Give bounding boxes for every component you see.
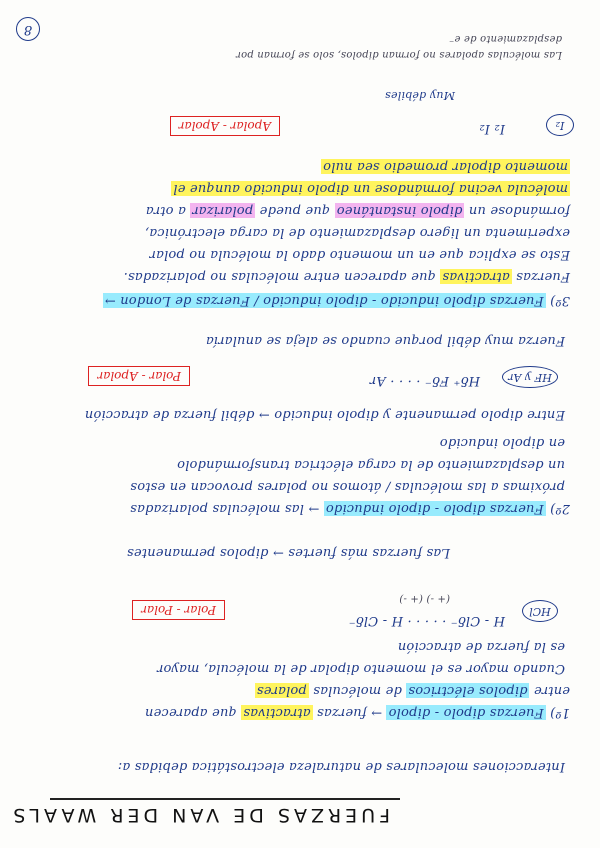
s3-line5 — [146, 203, 570, 218]
footer-line1: Las moléculas apolares no forman dipolos, solo se forman por — [235, 49, 562, 60]
s3-line7 — [321, 159, 570, 174]
hcl-label: HCl — [522, 600, 558, 622]
s3-line3: Esto se explica que en un momento dado la molécula no polar — [149, 247, 570, 262]
s2-heading: Fuerzas dipolo - dipolo inducido — [325, 501, 544, 516]
s2-line4: en dipolo inducido — [439, 435, 565, 450]
s3-l5-end: a otra — [145, 203, 191, 218]
s2-number: 2º) — [545, 501, 570, 516]
s1-l2-mid: de moléculas — [308, 683, 407, 698]
s3-l5-mid: que puede — [255, 203, 335, 218]
s3-highlight-dipolo-instantaneo: dipolo instantáneo — [336, 203, 463, 218]
hcl-dipoles: (+ -) (+ -) — [399, 593, 450, 604]
i2-label: I₂ — [546, 114, 574, 136]
s3-heading: Fuerzas dipolo inducido - dipolo inducido / Fuerzas de London → — [104, 293, 544, 308]
s3-line4: experimenta un ligero desplazamiento de la carga electrónica, — [144, 225, 570, 240]
s3-line6-text: molécula vecina formándose un dipolo inducido aunque el — [173, 181, 568, 196]
s2-line1 — [130, 501, 570, 516]
intro-text: Interacciones moleculares de naturaleza electrostática debidas a: — [117, 759, 565, 774]
s3-number: 3º) — [545, 293, 570, 308]
s3-line2 — [124, 269, 571, 284]
weak-label: Muy débiles — [384, 89, 455, 102]
s1-highlight-atractivas: atractivas — [243, 705, 311, 720]
s1-highlight-polares: polares — [256, 683, 307, 698]
s3-l2-text: Fuerzas — [511, 269, 570, 284]
s3-l2-end: que aparecen entre moléculas no polarizadas. — [123, 269, 441, 284]
s3-highlight-atractivas: atractivas — [442, 269, 510, 284]
s2-note: Fuerza muy débil porque cuando se aleja se anularía — [205, 333, 565, 348]
s3-line7-text: momento dipolar promedio sea nulo — [322, 159, 568, 174]
hf-formula: Hδ⁺ Fδ⁻ · · · · Ar — [369, 373, 480, 388]
s1-line2 — [255, 683, 570, 698]
s2-line5: Entre dipolo permanente y dipolo inducido → débil fuerza de atracción — [84, 407, 565, 422]
s3-line1 — [103, 293, 570, 308]
box-polar-polar: Polar - Polar — [132, 600, 225, 620]
page-title: FUERZAS DE VAN DER WAALS — [9, 804, 390, 826]
s1-l2-text: entre — [529, 683, 570, 698]
i2-formula: I₂ I₂ — [479, 121, 505, 136]
s1-text-end: que aparecen — [144, 705, 242, 720]
s1-summary: Las fuerzas más fuertes → dipolos permanentes — [126, 545, 450, 560]
page-number: 8 — [16, 17, 40, 41]
s3-highlight-polarizar: polarizar — [192, 203, 254, 218]
s1-line4: es la fuerza de atracción — [397, 639, 565, 654]
s3-l5-text: formándose un — [464, 203, 570, 218]
s1-line1 — [145, 705, 570, 720]
footer-line2: desplazamiento de e⁻ — [448, 33, 562, 44]
box-apolar-apolar: Apolar - Apolar — [170, 116, 280, 136]
s1-heading: Fuerzas dipolo - dipolo — [388, 705, 544, 720]
s1-text: → fuerzas — [312, 705, 387, 720]
box-polar-apolar: Polar - Apolar — [88, 366, 190, 386]
s1-highlight-dipolos: dipolos eléctricos — [408, 683, 528, 698]
s1-line3: Cuando mayor es el momento dipolar de la molécula, mayor — [156, 661, 565, 676]
s2-text: → las moléculas polarizadas — [130, 501, 324, 516]
s2-line2: próximas a las moléculas / átomos no polares provocan en estos — [130, 479, 565, 494]
s2-line3: un desplazamiento de la carga eléctrica transformándolo — [176, 457, 565, 472]
s1-number: 1º) — [545, 705, 570, 720]
hcl-formula: H - Clδ⁻ · · · · · H - Clδ⁻ — [348, 613, 505, 628]
title-underline — [50, 799, 400, 801]
hf-ar-label: HF y Ar — [502, 366, 558, 388]
s3-line6 — [171, 181, 570, 196]
